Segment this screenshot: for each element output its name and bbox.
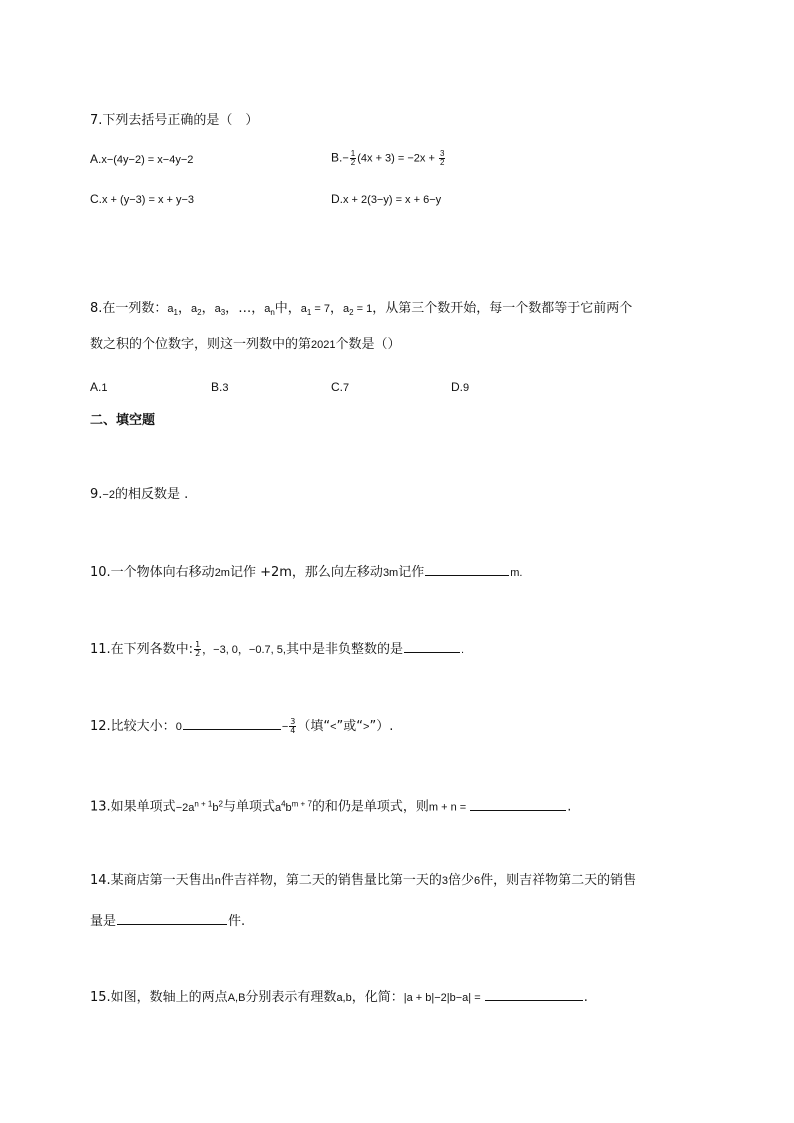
question-12: 12.比较大小：0 − $\frac{3}{4}$ （填“<”或“>”）. xyxy=(90,717,394,735)
answer-blank[interactable] xyxy=(425,563,509,576)
fraction: $\frac{1}{2}$ xyxy=(350,149,356,167)
q7-option-d: D.x + 2(3−y) = x + 6−y xyxy=(331,192,442,206)
question-7-stem: 7.下列去括号正确的是（ ） xyxy=(90,113,259,128)
answer-blank[interactable] xyxy=(404,640,460,653)
q8-option-d: D.9 xyxy=(451,380,470,394)
q8-option-b: B.3 xyxy=(211,380,229,394)
q8-option-c: C.7 xyxy=(331,380,350,394)
fraction: $\frac{3}{4}$ xyxy=(290,717,296,735)
q7-option-c: C.x + (y−3) = x + y−3 xyxy=(90,192,195,206)
question-10: 10.一个物体向右移动2m记作 +2m，那么向左移动3m记作 m. xyxy=(90,565,523,580)
answer-blank[interactable] xyxy=(183,717,281,730)
question-8-stem-line2: 数之积的个位数字，则这一列数中的第2021个数是（） xyxy=(90,337,401,352)
fraction: $\frac{3}{2}$ xyxy=(439,149,445,167)
question-13: 13.如果单项式$-2a^{n + 1}b^2$与单项式$a^4b^{m + 7}$的和仍是单项式，则m + n = . xyxy=(90,799,572,815)
q8-option-a: A.1 xyxy=(90,380,108,394)
question-14-line1: 14.某商店第一天售出n件吉祥物，第二天的销售量比第一天的3倍少6件，则吉祥物第二天的销售 xyxy=(90,873,637,888)
question-11: 11.在下列各数中: $\frac{1}{2}$ ，−3, 0，−0.7, 5,其中是非负整数的是 . xyxy=(90,640,465,658)
question-15: 15.如图，数轴上的两点A,B分别表示有理数a,b，化简：|a + b|−2|b−a| = . xyxy=(90,990,588,1005)
answer-blank[interactable] xyxy=(470,798,566,811)
question-14-line2: 量是 件. xyxy=(90,914,246,929)
answer-blank[interactable] xyxy=(485,988,583,1001)
fraction: $\frac{1}{2}$ xyxy=(195,640,201,658)
question-9: 9.−2的相反数是 . xyxy=(90,487,189,502)
q7-option-b: B.− $\frac{1}{2}$ (4x + 3) = −2x + $\frac{3}{2}$ xyxy=(331,149,445,167)
q7-option-a: A.x−(4y−2) = x−4y−2 xyxy=(90,152,194,166)
answer-blank[interactable] xyxy=(117,912,227,925)
section-title: 二、填空题 xyxy=(90,413,156,428)
question-8-stem-line1: 8.在一列数：$a_1$，$a_2$，$a_3$，…，$a_n$中，$a_1 = 7$，$a_2 = 1$，从第三个数开始，每一个数都等于它前两个 xyxy=(90,301,633,318)
